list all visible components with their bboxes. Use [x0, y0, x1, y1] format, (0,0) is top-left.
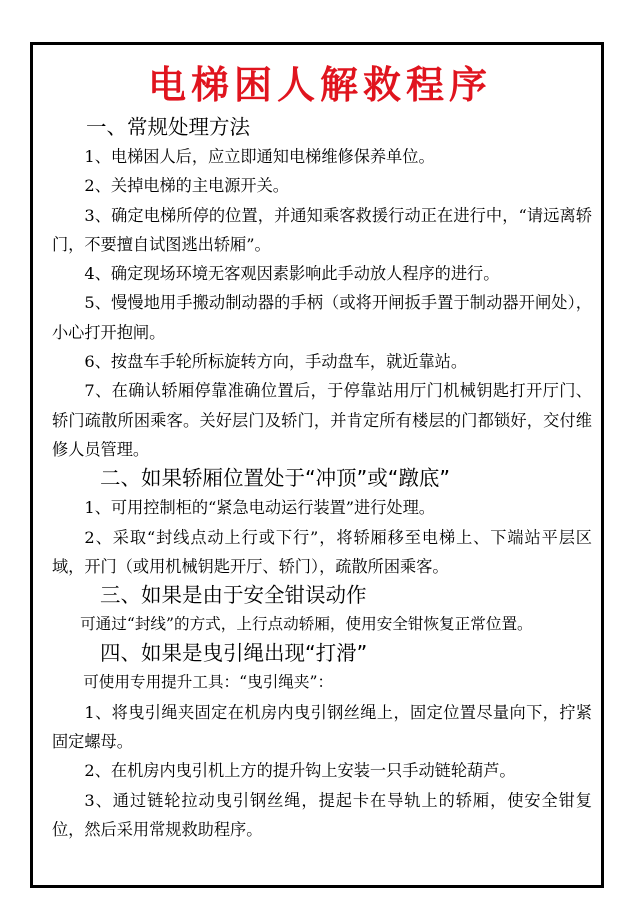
step-paragraph: 可通过“封线”的方式，上行点动轿厢，使用安全钳恢复正常位置。: [80, 615, 533, 634]
section-heading: 四、如果是曳引绳出现“打滑”: [100, 641, 368, 666]
step-paragraph: 3、通过链轮拉动曳引钢丝绳，提起卡在导轨上的轿厢，使安全钳复位，然后采用常规救助程序。: [52, 790, 592, 839]
section-overtravel: [52, 464, 592, 581]
step-paragraph: 2、在机房内曳引机上方的提升钩上安装一只手动链轮葫芦。: [84, 761, 516, 781]
section-safety-gear: [52, 581, 592, 639]
step-paragraph: 1、可用控制柜的“紧急电动运行装置”进行处理。: [84, 498, 435, 518]
section-rope-slip: [52, 639, 592, 844]
step-paragraph: 2、关掉电梯的主电源开关。: [84, 176, 289, 196]
step-paragraph: 2、采取“封线点动上行或下行”，将轿厢移至电梯上、下端站平层区域，开门（或用机械钥匙开厅、轿门），疏散所困乘客。: [52, 527, 592, 576]
document-body: [52, 113, 592, 844]
step-paragraph: 1、电梯困人后，应立即通知电梯维修保养单位。: [84, 147, 435, 166]
section-heading: 二、如果轿厢位置处于“冲顶”或“蹾底”: [100, 466, 450, 491]
section-routine: [52, 113, 592, 464]
step-paragraph: 6、按盘车手轮所标旋转方向，手动盘车，就近靠站。: [84, 352, 468, 372]
step-paragraph: 3、确定电梯所停的位置，并通知乘客救援行动正在进行中，“请远离轿门，不要擅自试图逃出轿厢”。: [52, 205, 592, 254]
step-paragraph: 7、在确认轿厢停靠准确位置后，于停靠站用厅门机械钥匙打开厅门、轿门疏散所困乘客。关好层门及轿门，并肯定所有楼层的门都锁好，交付维修人员管理。: [52, 381, 592, 459]
step-paragraph: 4、确定现场环境无客观因素影响此手动放人程序的进行。: [84, 264, 500, 284]
section-heading: 三、如果是由于安全钳误动作: [100, 583, 367, 608]
page-title: 电梯困人解救程序: [147, 63, 492, 107]
section-heading: 一、常规处理方法: [86, 115, 250, 139]
step-paragraph: 可使用专用提升工具：“曳引绳夹”：: [83, 673, 334, 692]
step-paragraph: 1、将曳引绳夹固定在机房内曳引钢丝绳上，固定位置尽量向下，拧紧固定螺母。: [52, 702, 592, 752]
step-paragraph: 5、慢慢地用手搬动制动器的手柄（或将开闸扳手置于制动器开闸处），小心打开抱闸。: [52, 293, 592, 342]
